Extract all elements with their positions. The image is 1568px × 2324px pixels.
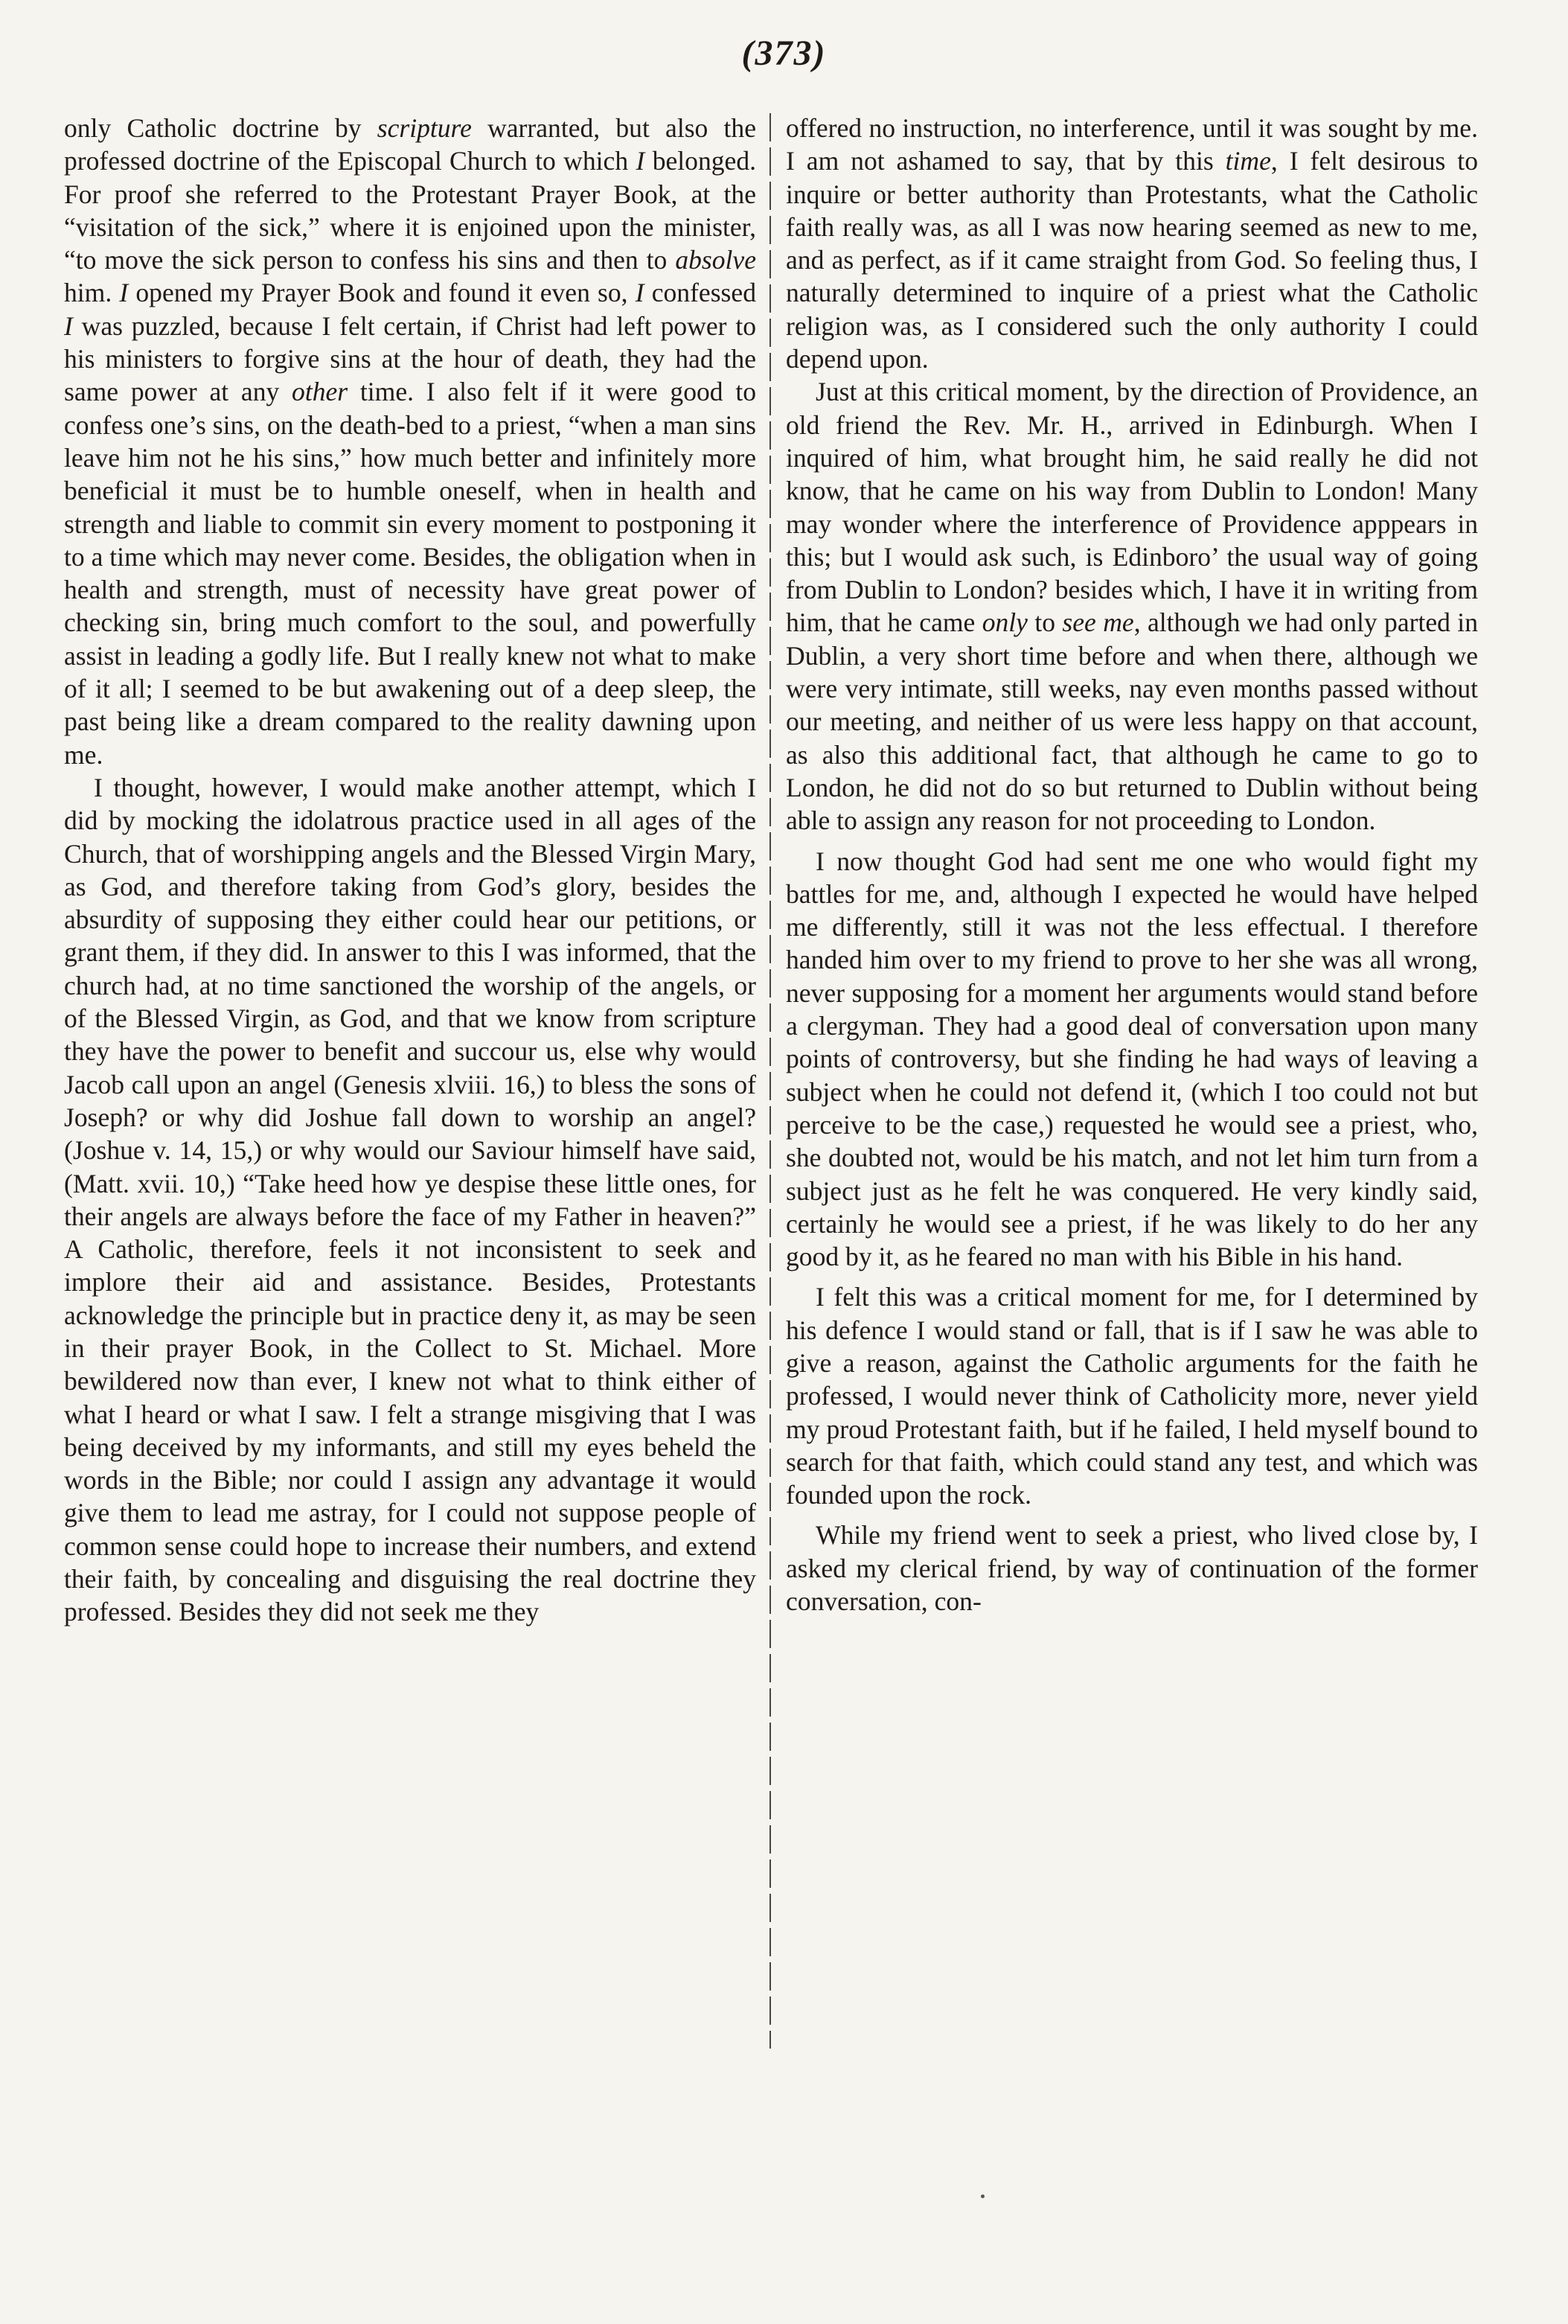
text-run: him. — [64, 278, 120, 308]
text-run: only Catholic doctrine by — [64, 113, 377, 143]
italic-word: absolve — [675, 245, 756, 275]
right-paragraph-2 — [786, 375, 1478, 837]
italic-word: scripture — [377, 113, 472, 143]
right-paragraph-1 — [786, 112, 1478, 375]
text-run: was puzzled, because I felt certain, if Christ had left power to his ministers to forgive sins at the hour of death, they had the same power at any — [64, 310, 756, 407]
italic-word: I — [119, 278, 129, 308]
right-paragraph-3: I now thought God had sent me one who would fight my battles for me, and, although I expected he would have helped me differently, still it was not the less effectual. I therefore handed him over to my friend to prove to her she was all wrong, never supposing for a moment her arguments would stand before a clergyman. They had a good deal of conversation upon many points of controversy, but she finding he had ways of leaving a subject when he could not defend it, (which I too could not but perceive to be the case,) requested he would see a priest, who, she doubted not, would be his match, and not let him turn from a subject just as he felt he was conquered. He very kindly said, certainly he would see a priest, if he was likely to do her any good by it, as he feared no man with his Bible in his hand. — [786, 846, 1478, 1272]
text-run: offered no instruction, no interference, until it was sought by me. I am not ashamed to say, that by this — [786, 113, 1478, 176]
text-run: opened my Prayer Book and found it even so, — [128, 278, 636, 308]
right-paragraph-5: While my friend went to seek a priest, who lived close by, I asked my clerical friend, by way of continuation of the former conversation, con- — [786, 1520, 1478, 1617]
text-run: , although we had only parted in Dublin, a very short time before and when there, although we were very intimate, still weeks, nay even months passed without our meeting, and neither of us were less happy on that account, as also this additional fact, that although he came to go to London, he did not do so but returned to Dublin without being able to assign any reason for not proceeding to London. — [786, 607, 1478, 836]
italic-word: I — [635, 278, 644, 308]
italic-word: time — [1225, 146, 1271, 176]
italic-word: see me — [1062, 607, 1134, 638]
page-number: (373) — [741, 33, 827, 73]
left-paragraph-2: I thought, however, I would make another attempt, which I did by mocking the idolatrous practice used in all ages of the Church, that of worshipping angels and the Blessed Virgin Mary, as God, and therefore taking from God’s glory, besides the absurdity of supposing they either could hear our petitions, or grant them, if they did. In answer to this I was informed, that the church had, at no time sanctioned the worship of the angels, or of the Blessed Virgin, as God, and that we know from scripture they have the power to benefit and succour us, else why would Jacob call upon an angel (Genesis xlviii. 16,) to bless the sons of Joseph? or why did Joshue fall down to worship an angel? (Joshue v. 14, 15,) or why would our Saviour himself have said, (Matt. xvii. 10,) “Take heed how ye despise these little ones, for their angels are always before the face of my Father in heaven?” A Catholic, therefore, feels it not inconsistent to seek and implore their aid and assistance. Besides, Protestants acknowledge the principle but in practice deny it, as may be seen in their prayer Book, in the Collect to St. Michael. More bewildered now than ever, I knew not what to think either of what I heard or what I saw. I felt a strange misgiving that I was being deceived by my informants, and still my eyes beheld the words in the Bible; nor could I assign any advantage it would give them to lead me astray, for I could not suppose people of common sense could hope to increase their numbers, and extend their faith, by concealing and disguising the real doctrine they professed. Besides they did not seek me they — [64, 772, 756, 1627]
text-run: Just at this critical moment, by the direction of Providence, an old friend the Rev. Mr. H., arrived in Edinburgh. When I inquired of him, what brought him, he said really he did not know, that he came on his way from Dublin to London! Many may wonder where the interference of Providence apppears in this; but I would ask such, is Edinboro’ the usual way of going from Dublin to London? besides which, I have it in writing from him, that he came — [786, 377, 1478, 638]
stray-ink-dot — [981, 2194, 985, 2198]
italic-word: other — [292, 377, 348, 407]
column-rule — [769, 113, 771, 2049]
text-run: to — [1027, 607, 1063, 638]
left-column — [64, 112, 756, 1629]
text-run: confessed — [644, 278, 756, 308]
text-run: warranted, but also the professed doctrine of the Episcopal Church to which — [64, 113, 756, 176]
left-paragraph-1 — [64, 112, 756, 771]
text-run: belonged. For proof she referred to the Protestant Prayer Book, at the “visitation of the sick,” where it is enjoined upon the minister, “to move the sick person to confess his sins and then to — [64, 146, 757, 275]
text-run: , I felt desirous to inquire or better authority than Protestants, what the Catholic faith really was, as all I was now hearing seemed as new to me, and as perfect, as if it came straight from God. So feeling thus, I naturally determined to inquire of a priest what the Catholic religion was, as I considered such the only authority I could depend upon. — [786, 146, 1478, 374]
right-column — [786, 112, 1478, 1618]
right-paragraph-4: I felt this was a critical moment for me, for I determined by his defence I would stand or fall, that is if I saw he was able to give a reason, against the Catholic arguments for the faith he professed, I would never think of Catholicity more, never yield my proud Protestant faith, but if he failed, I held myself bound to search for that faith, which could stand any test, and which was founded upon the rock. — [786, 1282, 1478, 1510]
italic-word: I — [636, 146, 645, 176]
italic-word: I — [64, 310, 73, 341]
text-run: time. I also felt if it were good to confess one’s sins, on the death-bed to a priest, “when a man sins leave him not he his sins,” how much better and infinitely more beneficial it must be to humble oneself, when in health and strength and liable to commit sin every moment to postponing it to a time which may never come. Besides, the obligation when in health and strength, must of necessity have great power of checking sin, bring much comfort to the soul, and powerfully assist in leading a godly life. But I really knew not what to make of it all; I seemed to be but awakening out of a deep sleep, the past being like a dream compared to the reality dawning upon me. — [64, 377, 757, 770]
italic-word: only — [982, 607, 1028, 638]
